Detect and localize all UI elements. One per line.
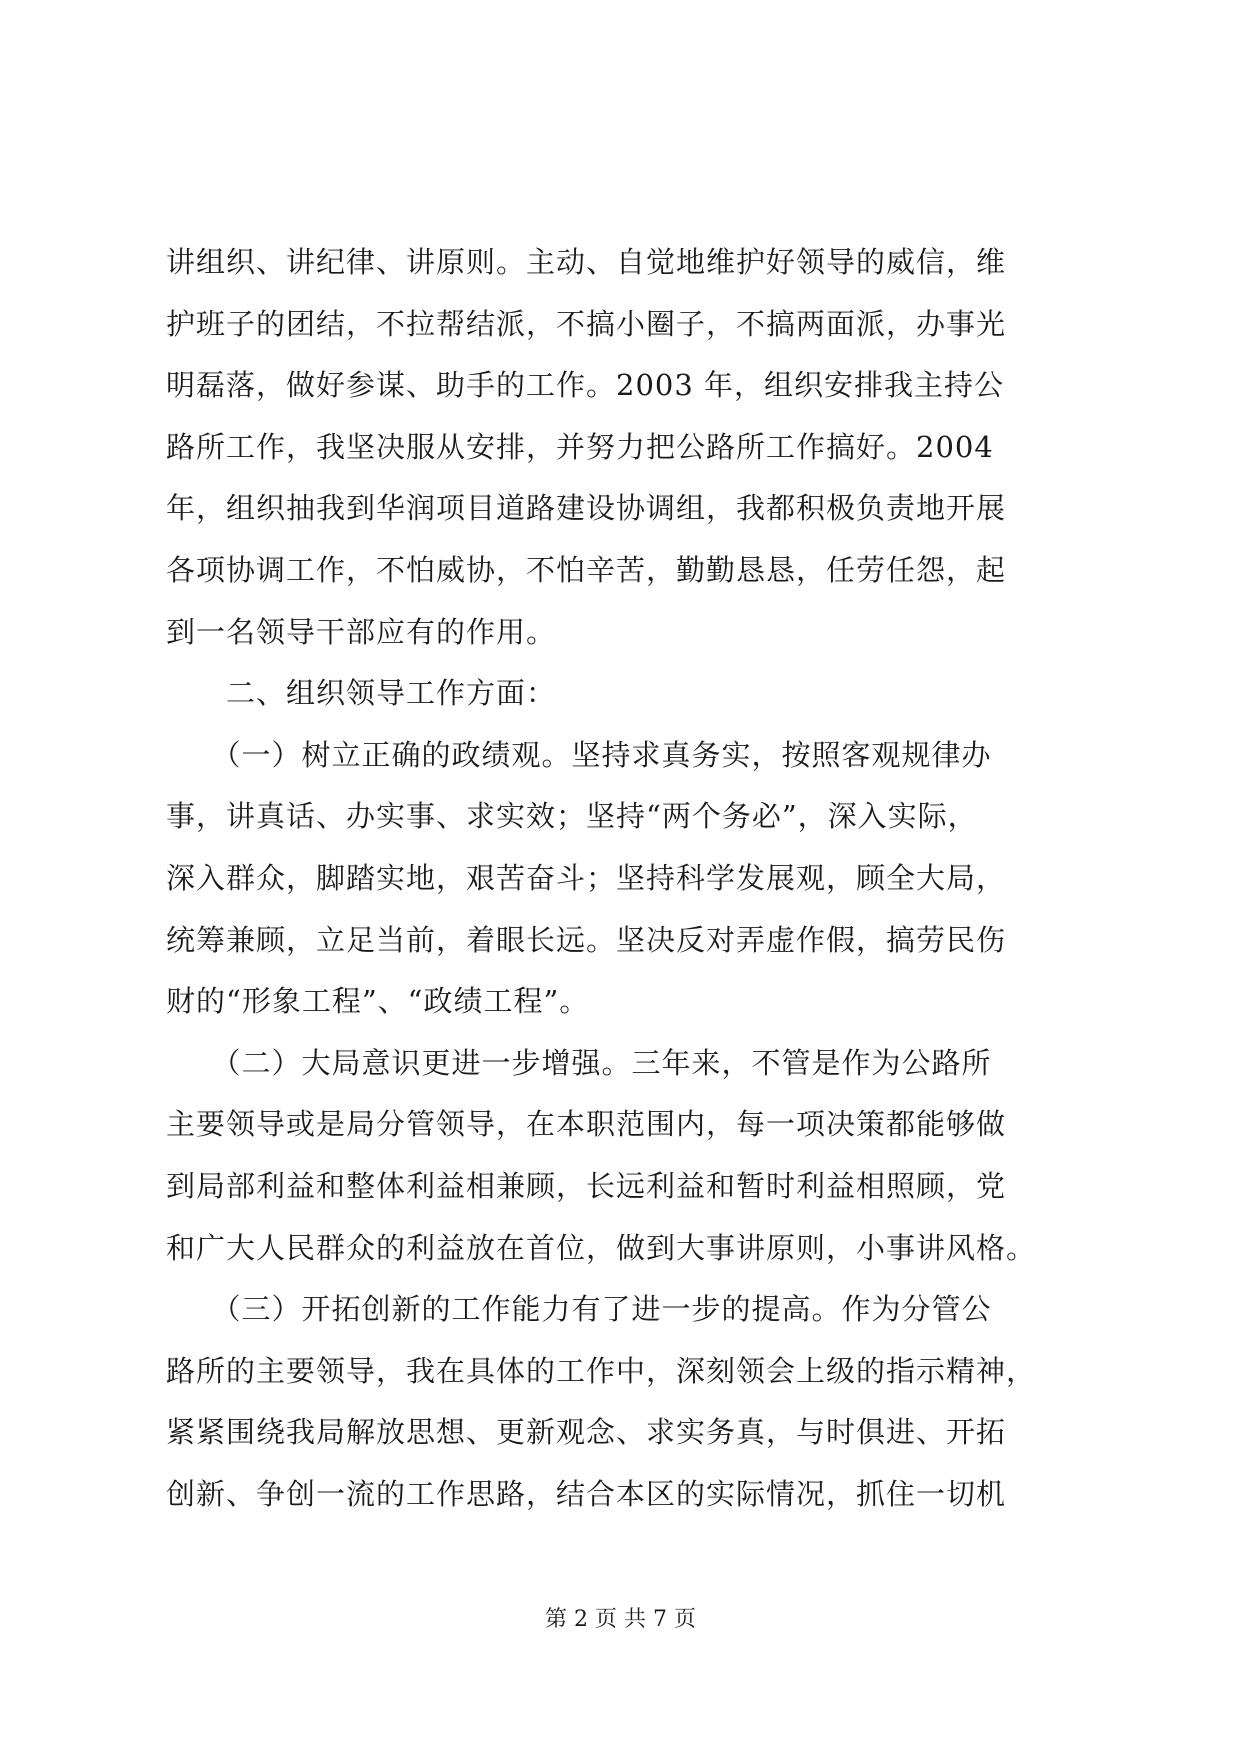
text-line: 深入群众，脚踏实地，艰苦奋斗；坚持科学发展观，顾全大局， xyxy=(166,860,1007,895)
text-line: 路所工作，我坚决服从安排，并努力把公路所工作搞好。2004 xyxy=(166,429,994,464)
text-line: 年，组织抽我到华润项目道路建设协调组，我都积极负责地开展 xyxy=(166,491,1007,526)
text-line: （三）开拓创新的工作能力有了进一步的提高。作为分管公 xyxy=(166,1292,992,1327)
text-line: 创新、争创一流的工作思路，结合本区的实际情况，抓住一切机 xyxy=(166,1476,1007,1511)
text-line: （二）大局意识更进一步增强。三年来，不管是作为公路所 xyxy=(166,1045,992,1080)
text-line: 各项协调工作，不怕威协，不怕辛苦，勤勤恳恳，任劳任怨，起 xyxy=(166,552,1007,587)
text-line: 统筹兼顾，立足当前，着眼长远。坚决反对弄虚作假，搞劳民伤 xyxy=(166,922,1007,957)
text-line: 紧紧围绕我局解放思想、更新观念、求实务真，与时俱进、开拓 xyxy=(166,1415,1007,1450)
text-line: 和广大人民群众的利益放在首位，做到大事讲原则，小事讲风格。 xyxy=(166,1230,1037,1265)
section-heading: 二、组织领导工作方面： xyxy=(166,676,557,711)
text-line: 护班子的团结，不拉帮结派，不搞小圈子，不搞两面派，办事光 xyxy=(166,306,1007,341)
text-line: 主要领导或是局分管领导，在本职范围内，每一项决策都能够做 xyxy=(166,1107,1007,1142)
text-line: 明磊落，做好参谋、助手的工作。2003 年，组织安排我主持公 xyxy=(166,368,1005,403)
text-line: 事，讲真话、办实事、求实效；坚持“两个务必”，深入实际， xyxy=(166,799,978,834)
text-line: 到局部利益和整体利益相兼顾，长远利益和暂时利益相照顾，党 xyxy=(166,1168,1007,1203)
text-line: 财的“形象工程”、“政绩工程”。 xyxy=(166,984,590,1019)
page-number-footer: 第 2 页 共 7 页 xyxy=(545,1607,696,1632)
text-line: 到一名领导干部应有的作用。 xyxy=(166,614,557,649)
document-body xyxy=(166,232,1086,1525)
text-line: （一）树立正确的政绩观。坚持求真务实，按照客观规律办 xyxy=(166,737,992,772)
text-line: 路所的主要领导，我在具体的工作中，深刻领会上级的指示精神， xyxy=(166,1353,1037,1388)
text-line: 讲组织、讲纪律、讲原则。主动、自觉地维护好领导的威信，维 xyxy=(166,245,1007,279)
